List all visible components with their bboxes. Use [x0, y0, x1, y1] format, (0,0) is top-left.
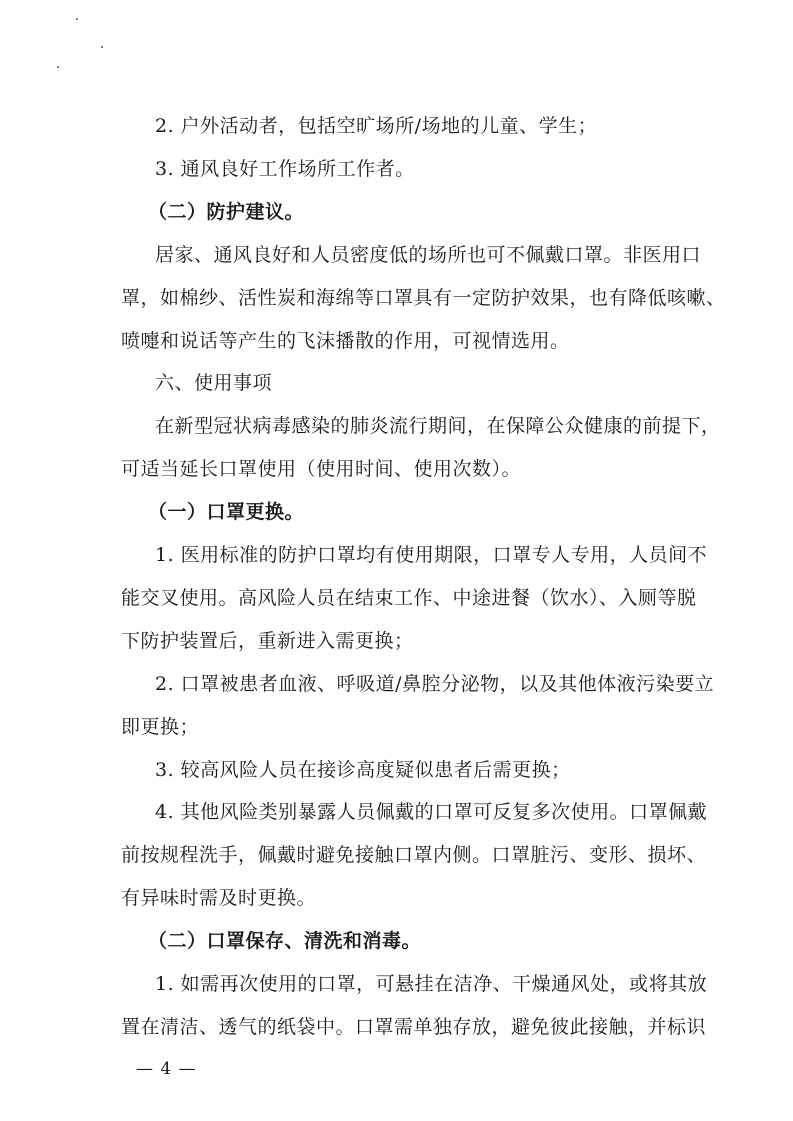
body-line: 居家、通风良好和人员密度低的场所也可不佩戴口罩。非医用口	[155, 243, 702, 266]
body-line: 2. 户外活动者，包括空旷场所/场地的儿童、学生；	[155, 115, 598, 137]
body-line: 3. 较高风险人员在接诊高度疑似患者后需更换；	[155, 758, 571, 781]
body-line: 能交叉使用。高风险人员在结束工作、中途进餐（饮水）、入厕等脱	[121, 586, 697, 609]
body-line: 置在清洁、透气的纸袋中。口罩需单独存放，避免彼此接触，并标识	[121, 1015, 707, 1038]
section-heading: （二）防护建议。	[148, 200, 305, 223]
body-line: 有异味时需及时更换。	[121, 887, 317, 910]
body-line: 下防护装置后，重新进入需更换；	[121, 629, 414, 652]
body-line: 即更换；	[121, 715, 200, 738]
section-heading: （一）口罩更换。	[148, 501, 305, 524]
body-line: 前按规程洗手，佩戴时避免接触口罩内侧。口罩脏污、变形、损坏、	[121, 844, 707, 867]
body-line: 1. 如需再次使用的口罩，可悬挂在洁净、干燥通风处，或将其放	[155, 973, 708, 995]
chapter-heading: 六、使用事项	[155, 372, 273, 395]
body-line: 3. 通风良好工作场所工作者。	[155, 157, 415, 180]
body-line: 可适当延长口罩使用（使用时间、使用次数）。	[121, 458, 522, 481]
body-line: 4. 其他风险类别暴露人员佩戴的口罩可反复多次使用。口罩佩戴	[155, 801, 708, 824]
body-line: 喷嚏和说话等产生的飞沫播散的作用，可视情选用。	[121, 329, 570, 352]
section-heading: （二）口罩保存、清洗和消毒。	[148, 930, 422, 953]
scan-speck	[57, 66, 59, 68]
body-line: 1. 医用标准的防护口罩均有使用期限，口罩专人专用，人员间不	[155, 544, 708, 566]
body-line: 在新型冠状病毒感染的肺炎流行期间，在保障公众健康的前提下，	[155, 415, 721, 438]
scan-speck	[101, 46, 103, 48]
scan-speck	[76, 18, 78, 20]
body-line: 罩，如棉纱、活性炭和海绵等口罩具有一定防护效果，也有降低咳嗽、	[121, 286, 726, 309]
page-number: — 4 —	[136, 1058, 197, 1079]
body-line: 2. 口罩被患者血液、呼吸道/鼻腔分泌物，以及其他体液污染要立	[155, 672, 715, 695]
